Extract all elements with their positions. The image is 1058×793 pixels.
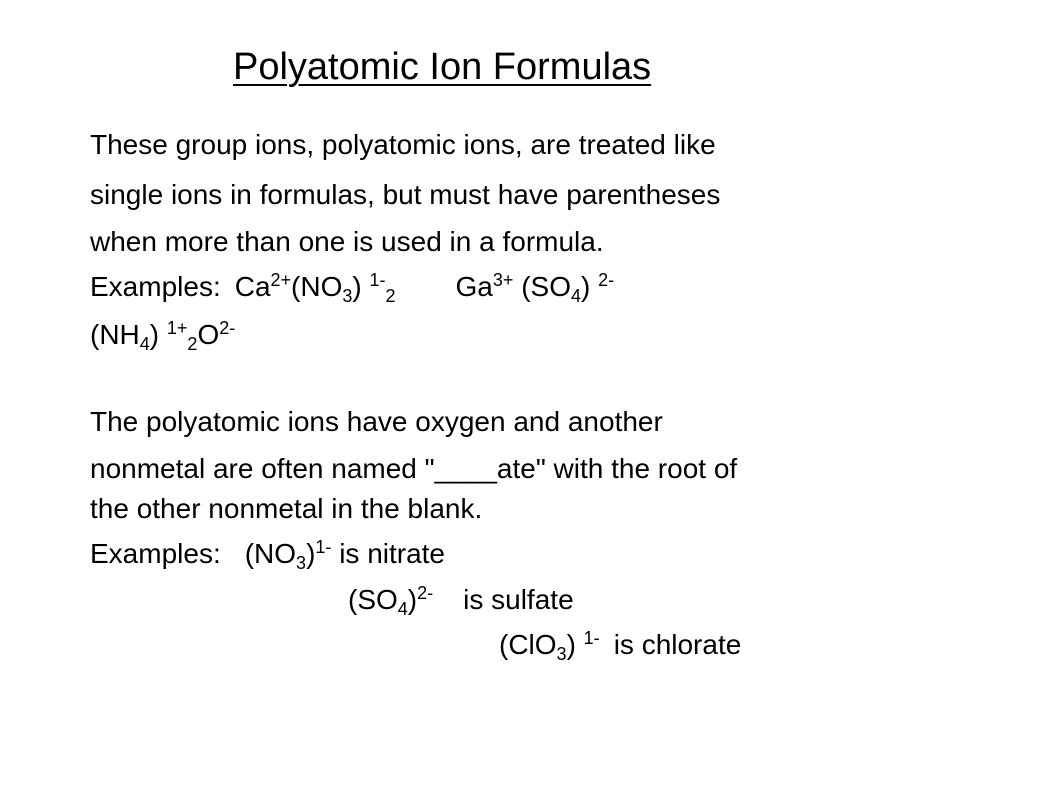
examples-line-1 bbox=[90, 270, 614, 304]
example-chlorate: (ClO$_3$) $^{1-}$ is chlorate bbox=[499, 628, 742, 664]
examples-label: Examples: bbox=[90, 271, 221, 302]
examples-2-line-1 bbox=[90, 537, 445, 571]
examples-2-label: Examples: bbox=[90, 538, 221, 569]
paragraph-1-line-3: when more than one is used in a formula. bbox=[90, 226, 604, 257]
example-ammonium-oxide: $(NH_4)$ $^{1+}_2O^{2-}$ bbox=[90, 318, 236, 354]
paragraph-1-line-1: These group ions, polyatomic ions, are treated like bbox=[90, 129, 716, 160]
example-calcium-nitrate: $Ca^{2+}(NO_3)$ $^{1-}_2$ bbox=[234, 270, 396, 306]
example-sulfate: $(SO_4)^{2-}$ is sulfate bbox=[348, 583, 574, 619]
example-nitrate: $(NO_3)^{1-}$ is nitrate bbox=[244, 537, 446, 573]
paragraph-1-line-2: single ions in formulas, but must have parentheses bbox=[90, 179, 721, 210]
page-title: Polyatomic Ion Formulas bbox=[233, 46, 652, 88]
paragraph-2-line-2: nonmetal are often named "____ate" with the root of bbox=[90, 453, 738, 484]
example-gallium-sulfate: $Ga^{3+}$ $(SO_4)$ $^{2-}$ bbox=[455, 270, 615, 306]
paragraph-2-line-1: The polyatomic ions have oxygen and another bbox=[90, 406, 663, 437]
paragraph-2-line-3: the other nonmetal in the blank. bbox=[90, 493, 483, 524]
